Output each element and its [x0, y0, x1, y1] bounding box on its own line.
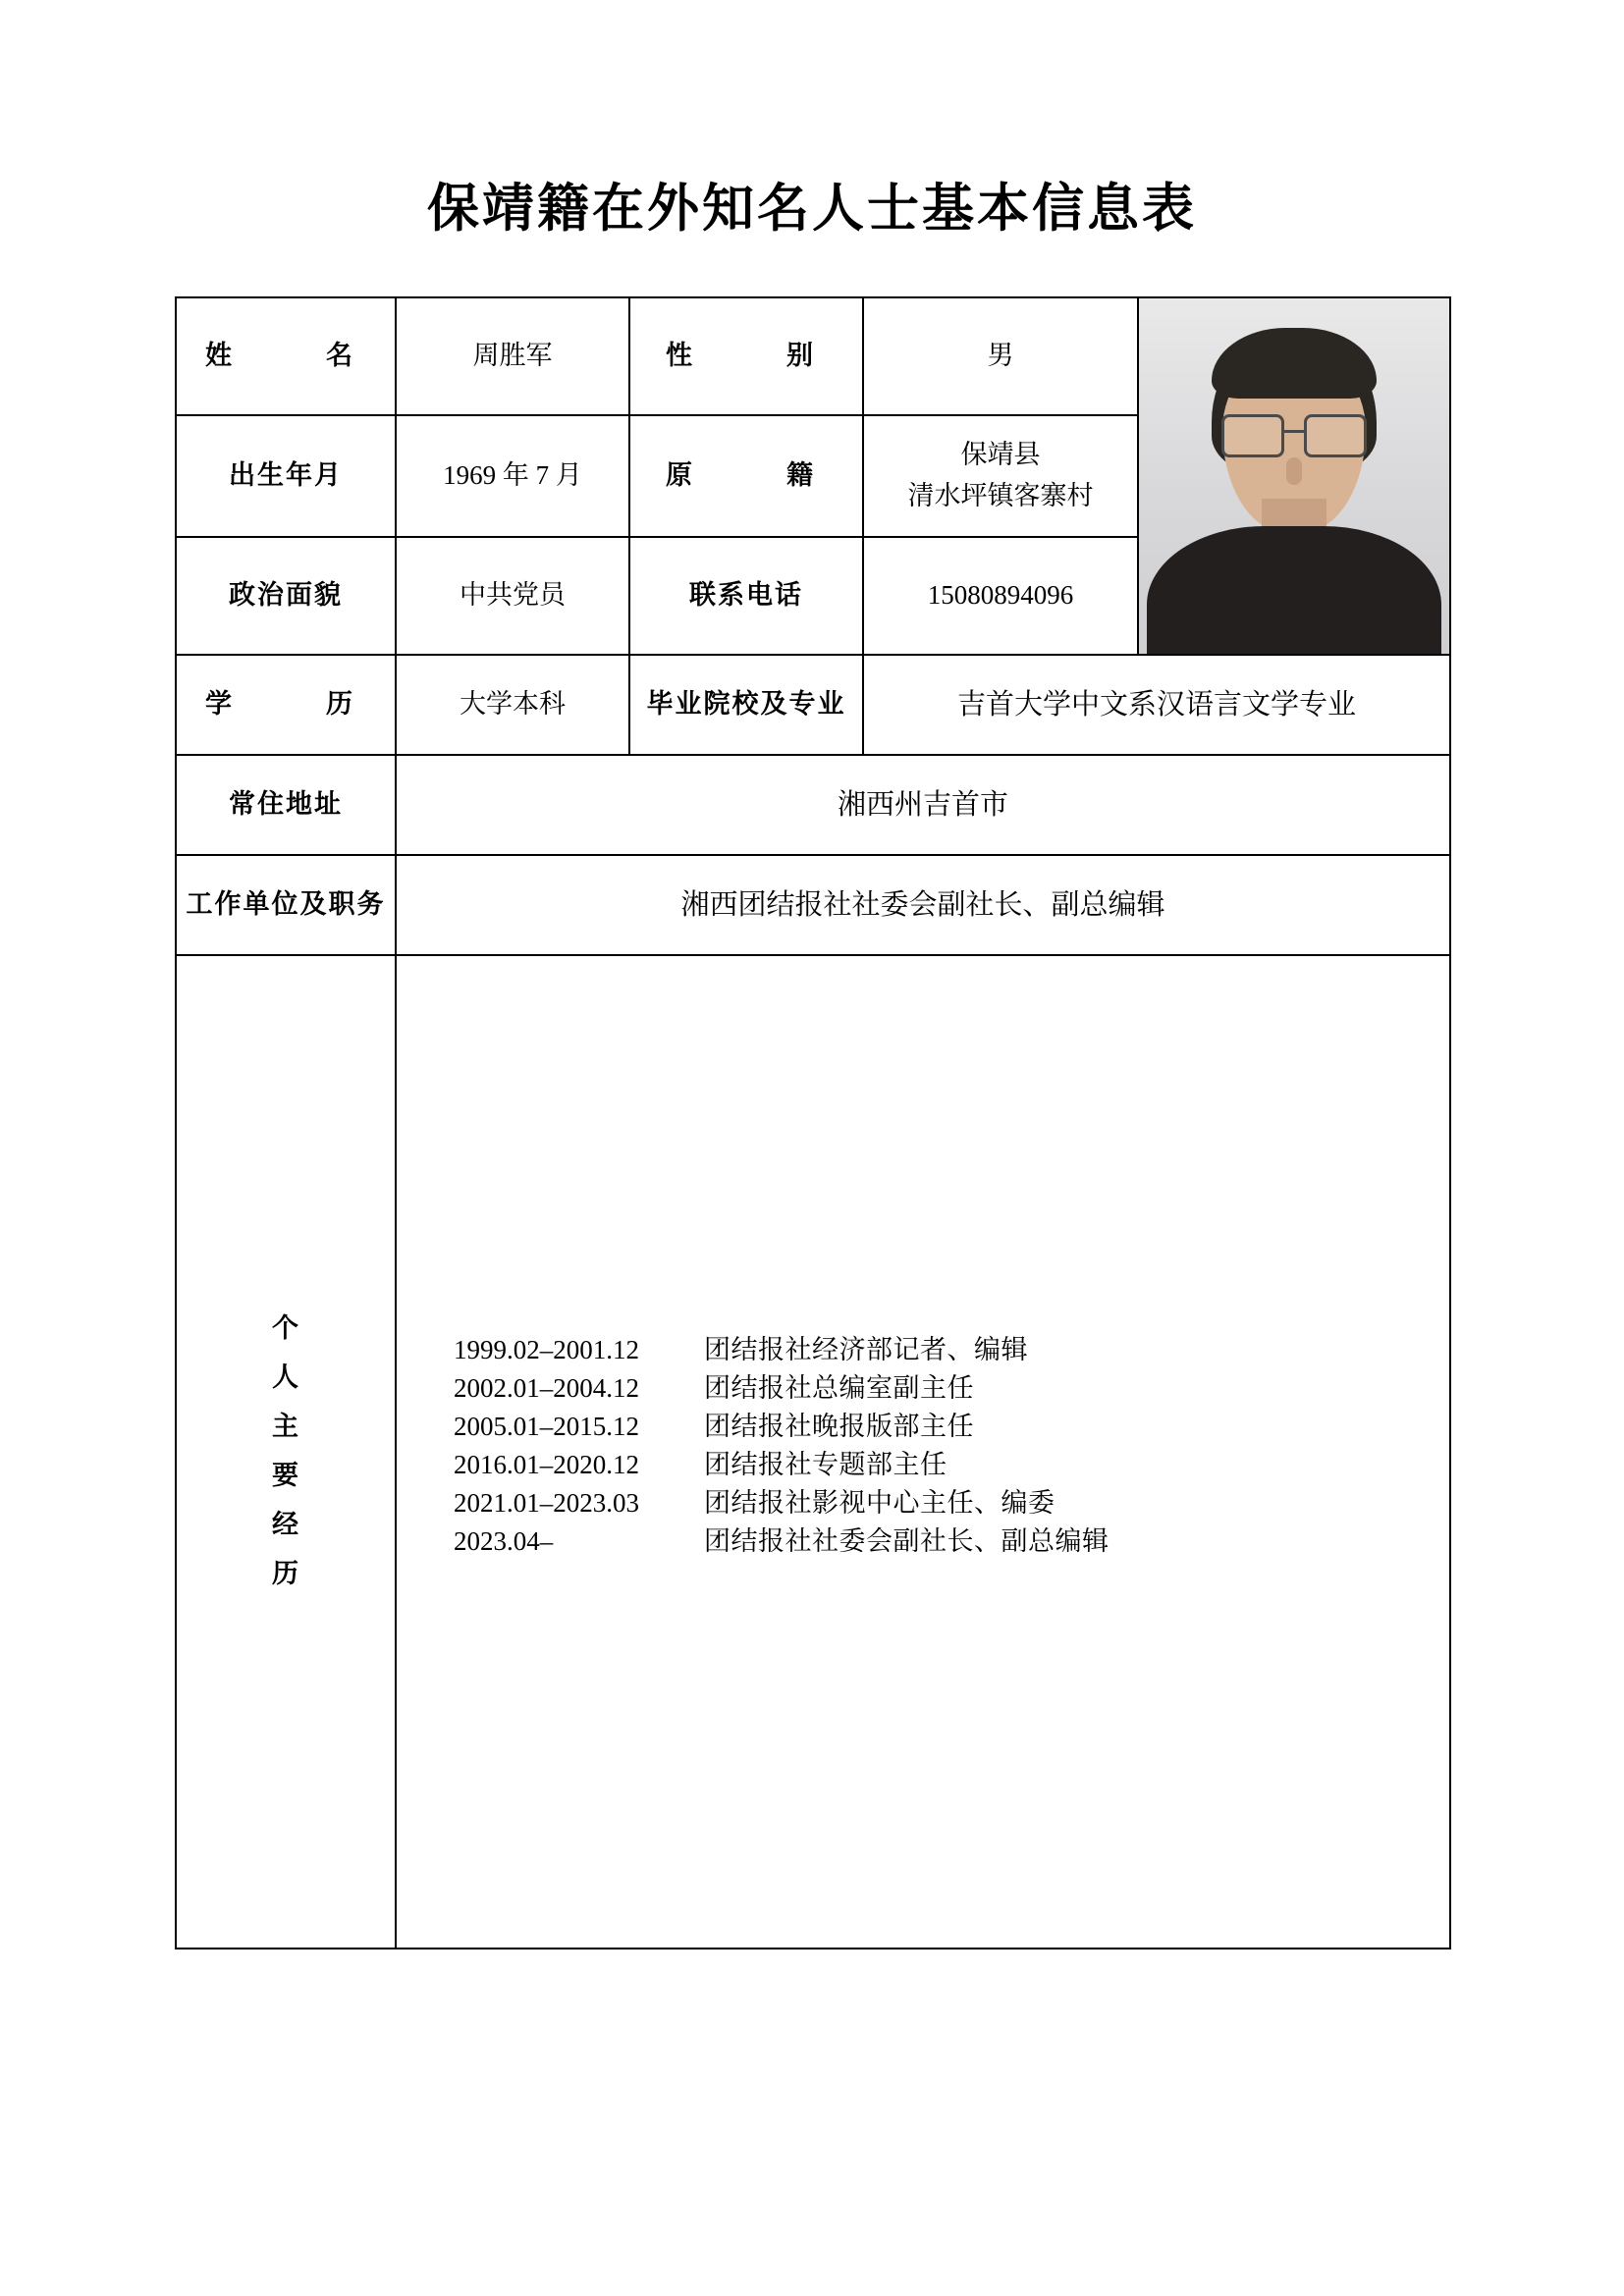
- experience-row: [454, 1375, 1449, 1402]
- cell-photo: [1138, 297, 1450, 655]
- photo-frame: [1139, 298, 1449, 654]
- personal-info-table: [175, 296, 1451, 1949]
- portrait-image: [1139, 298, 1449, 654]
- experience-label-char: 主: [272, 1412, 299, 1442]
- nose-shape: [1286, 457, 1302, 485]
- experience-row: [454, 1337, 1449, 1363]
- education-label: 学 历: [205, 689, 366, 720]
- birth-value: 1969 年 7 月: [443, 460, 582, 491]
- experience-period: 1999.02–2001.12: [454, 1335, 639, 1364]
- glasses-left-lens: [1221, 414, 1284, 457]
- cell-birth-value: [396, 415, 629, 537]
- cell-education-label: [176, 655, 396, 755]
- cell-school-label: [629, 655, 863, 755]
- political-value: 中共党员: [460, 580, 566, 611]
- table-row: [176, 655, 1450, 755]
- experience-description: 团结报社专题部主任: [704, 1450, 947, 1479]
- origin-value-line2: 清水坪镇客寨村: [907, 481, 1094, 510]
- cell-political-value: [396, 537, 629, 655]
- cell-political-label: [176, 537, 396, 655]
- experience-label-char: 经: [272, 1509, 299, 1539]
- experience-description: 团结报社晚报版部主任: [704, 1412, 974, 1441]
- cell-gender-value: [863, 297, 1138, 415]
- cell-name-value: [396, 297, 629, 415]
- cell-workplace-label: [176, 855, 396, 955]
- cell-address-value: [396, 755, 1450, 855]
- phone-value: 15080894096: [927, 580, 1074, 611]
- experience-label-char: 要: [272, 1461, 299, 1490]
- cell-workplace-value: [396, 855, 1450, 955]
- experience-row: [454, 1414, 1449, 1440]
- experience-description: 团结报社经济部记者、编辑: [704, 1335, 1028, 1364]
- experience-list: [454, 1337, 1449, 1555]
- cell-phone-label: [629, 537, 863, 655]
- experience-content: [397, 1337, 1449, 1555]
- shoulders-shape: [1147, 526, 1441, 654]
- origin-value-line1: 保靖县: [960, 440, 1041, 470]
- experience-row: [454, 1528, 1449, 1555]
- glasses-bridge: [1281, 430, 1307, 433]
- experience-period: 2016.01–2020.12: [454, 1450, 639, 1479]
- experience-description: 团结报社总编室副主任: [704, 1373, 974, 1403]
- cell-origin-value: [863, 415, 1138, 537]
- cell-education-value: [396, 655, 629, 755]
- address-label: 常住地址: [229, 789, 343, 820]
- origin-label: 原 籍: [666, 460, 827, 491]
- cell-experience-value: [396, 955, 1450, 1949]
- cell-origin-label: [629, 415, 863, 537]
- cell-phone-value: [863, 537, 1138, 655]
- experience-label-char: 人: [272, 1362, 299, 1393]
- experience-period: 2005.01–2015.12: [454, 1412, 639, 1441]
- experience-period: 2023.04–: [454, 1526, 554, 1556]
- info-table-container: [175, 296, 1449, 1949]
- workplace-label: 工作单位及职务: [186, 889, 386, 920]
- political-label: 政治面貌: [229, 580, 343, 611]
- experience-row: [454, 1490, 1449, 1517]
- cell-name-label: [176, 297, 396, 415]
- experience-period: 2002.01–2004.12: [454, 1373, 639, 1403]
- gender-value: 男: [987, 341, 1014, 371]
- experience-description: 团结报社影视中心主任、编委: [704, 1488, 1056, 1518]
- table-row: [176, 297, 1450, 415]
- address-value: 湘西州吉首市: [837, 788, 1008, 821]
- cell-experience-label: [176, 955, 396, 1949]
- table-row: [176, 855, 1450, 955]
- experience-label-char: 个: [272, 1313, 299, 1344]
- experience-label-char: 历: [272, 1558, 299, 1588]
- cell-address-label: [176, 755, 396, 855]
- education-value: 大学本科: [460, 689, 566, 720]
- hair-top-shape: [1212, 328, 1377, 399]
- gender-label: 性 别: [666, 341, 827, 371]
- cell-school-value: [863, 655, 1450, 755]
- workplace-value: 湘西团结报社社委会副社长、副总编辑: [680, 888, 1165, 921]
- glasses-right-lens: [1304, 414, 1367, 457]
- table-row: [176, 955, 1450, 1949]
- name-label: 姓 名: [205, 341, 366, 371]
- table-row: [176, 755, 1450, 855]
- experience-period: 2021.01–2023.03: [454, 1488, 639, 1518]
- cell-gender-label: [629, 297, 863, 415]
- experience-label: [177, 1305, 395, 1599]
- phone-label: 联系电话: [689, 580, 803, 611]
- school-label: 毕业院校及专业: [646, 689, 846, 720]
- name-value: 周胜军: [472, 341, 553, 371]
- birth-label: 出生年月: [229, 460, 343, 491]
- cell-birth-label: [176, 415, 396, 537]
- experience-row: [454, 1452, 1449, 1478]
- glasses-icon: [1219, 414, 1369, 454]
- page-title: 保靖籍在外知名人士基本信息表: [427, 181, 1197, 238]
- experience-description: 团结报社社委会副社长、副总编辑: [704, 1526, 1110, 1556]
- school-value: 吉首大学中文系汉语言文学专业: [956, 688, 1356, 721]
